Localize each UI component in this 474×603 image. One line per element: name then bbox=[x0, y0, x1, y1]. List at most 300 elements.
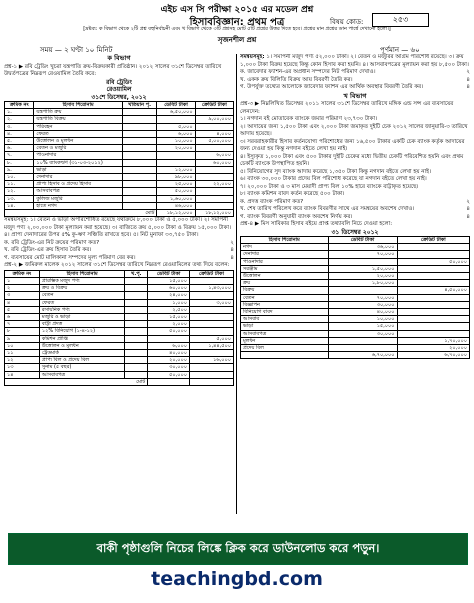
table-cell: ভাড়া bbox=[241, 323, 329, 330]
table-cell: মূলধন bbox=[241, 337, 329, 344]
table-cell bbox=[122, 159, 157, 166]
table-cell bbox=[195, 174, 233, 181]
column-header: খতিয়ান পৃ. bbox=[122, 102, 157, 109]
column-header: হিসাব শিরোনাম bbox=[241, 237, 329, 244]
table-cell: উত্তোলন bbox=[241, 273, 329, 280]
table-cell: ৬,৫০,০০০ bbox=[157, 109, 195, 116]
site-link[interactable]: teachingbd.com bbox=[151, 568, 323, 590]
table-cell: ৬০,০০০ bbox=[195, 159, 233, 166]
question-3-item: ৬। ব্যাংক ৩০,০০০ টাকার প্রদেয় বিল পরিশোধ করেছে যা নগদান বইতে লেখা হয় নাই। bbox=[240, 176, 427, 182]
table-cell bbox=[195, 195, 233, 202]
table-cell bbox=[328, 345, 397, 352]
table-cell: ১৪. bbox=[5, 202, 34, 209]
question-part bbox=[240, 214, 470, 222]
download-banner[interactable] bbox=[8, 533, 468, 565]
subject-code-label: বিষয় কোড: bbox=[330, 18, 364, 26]
table-row bbox=[5, 335, 234, 342]
table-cell bbox=[122, 181, 157, 188]
table-cell: বিজ্ঞাপন bbox=[241, 301, 329, 308]
table-row bbox=[241, 258, 470, 265]
table-cell: ৯,০০,০০০ bbox=[195, 116, 233, 123]
table-cell: প্রাপ্য হিসাব ও প্রদেয় হিসাব bbox=[34, 181, 122, 188]
table-cell: প্রদেয় বিল bbox=[241, 345, 329, 352]
table-cell: ৩ bbox=[5, 292, 40, 299]
question-3-parts bbox=[240, 199, 470, 222]
table-cell: ১৩. bbox=[5, 195, 34, 202]
question-part-text: ক. জাবেদার ফ্যাশন-এর অপ্রধান সম্পদের নিট পরিমাণ দেখাও। bbox=[240, 69, 376, 75]
table-cell: ১,৭০,০০০ bbox=[397, 337, 469, 344]
table-row bbox=[241, 301, 470, 308]
table-cell bbox=[397, 251, 469, 258]
table-cell: ২,৫০০ bbox=[148, 306, 190, 313]
table-cell: সরঞ্জাম bbox=[241, 265, 329, 272]
question-part bbox=[240, 206, 470, 214]
table-cell: পাওনাদার bbox=[241, 258, 329, 265]
table-cell: বেতন bbox=[241, 294, 329, 301]
table-cell bbox=[328, 287, 397, 294]
question-2-intro: প্রশ্ন-২ ▶ জমিরুল মালেক ২০১২ সালের ৩১শে ডিসেম্বর তারিখে নিম্নরূপ রেওয়ামিলের তথ্য দিয়ে বলেন: bbox=[4, 262, 230, 269]
instructions: [দ্রষ্টব্য: ক বিভাগ থেকে ২টি প্রশ্ন বহুনির্বাচনী এবং খ বিভাগ থেকে ৩টি প্রশ্নসহ মোট ৫টি প্রশ্নের উত্তর দিতে হবে। প্রশ্নের মান প্রশ্নের ডান পার্শ্বে দেখানো হলো।] bbox=[83, 26, 391, 32]
question-part bbox=[240, 69, 470, 77]
table-cell bbox=[125, 277, 148, 284]
question-part-mark: ৪ bbox=[230, 247, 234, 254]
table-row bbox=[5, 202, 234, 209]
table-cell: ১২,০০০ bbox=[157, 166, 195, 173]
table-cell: ৭ bbox=[5, 321, 40, 328]
table-cell bbox=[328, 337, 397, 344]
total-cell: ৬,৭০,০০০ bbox=[328, 352, 397, 359]
table-cell: হাতে নগদ bbox=[34, 202, 122, 209]
table-cell bbox=[190, 371, 234, 378]
question-4-intro: প্রশ্ন-৪ ▶ মিস সাবিকার হিসাব বইয়ে প্রাপ্ত তথ্যাবলি নিচে দেওয়া হলো: bbox=[240, 221, 393, 227]
table-cell bbox=[122, 166, 157, 173]
question-part-mark: ৪ bbox=[466, 76, 470, 83]
table-cell: ১,৫০,০০০ bbox=[328, 265, 397, 272]
total-cell: ১৮,১২,০০০ bbox=[195, 210, 233, 217]
table-row bbox=[241, 251, 470, 258]
table-cell: ৬ bbox=[5, 313, 40, 320]
table-row bbox=[241, 316, 470, 323]
column-header: ক্রেডিট টাকা bbox=[397, 237, 469, 244]
table-cell: বাট্টা প্রদত্ত bbox=[39, 321, 125, 328]
table-row bbox=[5, 130, 234, 137]
table-cell: আসবাবপত্র bbox=[39, 371, 125, 378]
table-cell: ৬,০০০ bbox=[157, 130, 195, 137]
question-3-items bbox=[240, 116, 470, 199]
table-cell: বেতন ও মজুরি bbox=[34, 145, 122, 152]
table-row bbox=[5, 357, 234, 364]
ledger-name: রবি ট্রেডিং bbox=[106, 78, 132, 86]
table-cell: ১৩ bbox=[5, 364, 40, 371]
section-title: ক বিভাগ bbox=[107, 54, 131, 62]
table-cell bbox=[190, 306, 234, 313]
table-cell: ৬,০০০ bbox=[195, 152, 233, 159]
question-3-item: ৪। ইস্যুকৃত ১,০০০ টাকা এবং ৫০০ টাকার দুইটি চেকের মধ্যে দ্বিতীয় চেকটি পরিবেশিত হয়নি এবং প্রথম চেকটি ব্যাংকে উপস্থাপিত হয়নি। bbox=[240, 153, 464, 167]
table-cell: ২৪,০০০ bbox=[148, 292, 190, 299]
table-total-row bbox=[5, 210, 234, 217]
table-cell: ২ bbox=[5, 285, 40, 292]
table-cell: ৬০,০০০ bbox=[148, 285, 190, 292]
table-cell: ৭০,০০০ bbox=[328, 251, 397, 258]
column-header: ক্রমিক নং bbox=[5, 102, 34, 109]
table-cell bbox=[190, 292, 234, 299]
table-cell: ১০ bbox=[5, 342, 40, 349]
table-cell: ৯ bbox=[5, 335, 40, 342]
table-cell: ৫,০০,০০০ bbox=[195, 138, 233, 145]
table-cell bbox=[125, 306, 148, 313]
table-cell: ১০,০০০ bbox=[328, 316, 397, 323]
table-cell bbox=[122, 116, 157, 123]
table-cell bbox=[125, 321, 148, 328]
column-header: ক্রেডিট টাকা bbox=[195, 102, 233, 109]
ledger-sub: রেওয়ামিল bbox=[106, 86, 132, 93]
column-header: ডেবিট টাকা bbox=[148, 270, 190, 277]
table-cell: ১ bbox=[5, 277, 40, 284]
table-row bbox=[241, 309, 470, 316]
question-3-intro: প্রশ্ন-৩ ▶ নিম্নলিখিত ডিসেম্বর ২০১১ সালের ৩১শে ডিসেম্বর তারিখে মঙ্গিক এন্ড সন্স এর ব্যবসায়ের লেনদেন: bbox=[240, 101, 454, 115]
table-row bbox=[241, 323, 470, 330]
table-cell: ৪,৫০,০০০ bbox=[397, 287, 469, 294]
table-row bbox=[5, 181, 234, 188]
table-cell: ৯. bbox=[5, 166, 34, 173]
table-cell: ১০. bbox=[5, 174, 34, 181]
total-cell: ৬,৭০,০০০ bbox=[397, 352, 469, 359]
table-row bbox=[5, 166, 234, 173]
column-header: ক্রেডিট টাকা bbox=[190, 270, 234, 277]
table-cell: ৫,০০০ bbox=[190, 335, 234, 342]
table-cell: নগদ bbox=[241, 244, 329, 251]
table-cell bbox=[195, 145, 233, 152]
total-cell bbox=[190, 378, 234, 385]
table-cell: ৩. bbox=[5, 123, 34, 130]
question-part bbox=[240, 199, 470, 207]
table-cell: কমিশন প্রাপ্তি bbox=[39, 335, 125, 342]
table-cell bbox=[397, 316, 469, 323]
question-part bbox=[240, 77, 470, 85]
total-cell: ১৮,১২,০০০ bbox=[157, 210, 195, 217]
section-title-b: খ বিভাগ bbox=[343, 91, 367, 100]
table-cell bbox=[125, 342, 148, 349]
table-cell: বিক্রয় bbox=[241, 287, 329, 294]
column-header: খ.পৃ. bbox=[125, 270, 148, 277]
question-part-text: ক. প্রদত্ত ব্যাংক পরিমাণ কত? bbox=[240, 198, 304, 205]
table-cell: ১১. bbox=[5, 181, 34, 188]
question-1-adjustments: সমন্বয়সমূহ: ১। বেতন ও ভাড়া অপরিশোধিত রয়েছে যথাক্রমে ৮,০০০ টাকা ও ৫,০০০ টাকা। ২। সমাপনী মজুদ পণ্য ২,০০,০০০ টাকা মূল্যায়ন করা হয়েছে। ৩। বাজিতে ক্রয় ৫,০০০ টাকা ও বিক্রয় ১৫,০০০ টাকা। ৪। প্রাপ্য দেনাদারের উপর ৫% কু-ঋণ সঞ্চিতি রাখতে হবে। ৫। নিট মুনাফা ৩৩,৭৫০ টাকা। bbox=[4, 217, 231, 239]
question-part-text: গ. উপর্যুক্ত তথ্যের আলোকে জাবেদার ফ্যাশন এর আর্থিক অবস্থার বিবরণী তৈরি কর। bbox=[240, 84, 424, 90]
table-cell: সুনাম (৫ বছর) bbox=[39, 364, 125, 371]
question-3-item: ৫। বিনিয়োগের সুদ ব্যাংক আদায় করেছে ১,৩৫০ টাকা কিন্তু নগদান বইতে লেখা হয় নাই। bbox=[240, 168, 431, 175]
table-cell: ৫,০০০ bbox=[157, 123, 195, 130]
table-cell bbox=[122, 188, 157, 195]
table-cell bbox=[122, 174, 157, 181]
question-part bbox=[4, 247, 234, 255]
adjustments-title: সমন্বয়সমূহ: bbox=[240, 54, 265, 60]
table-cell bbox=[125, 349, 148, 356]
table-cell: ১৬,০০০ bbox=[190, 357, 234, 364]
table-cell: ৭০,০০০ bbox=[328, 294, 397, 301]
table-cell bbox=[190, 321, 234, 328]
table-row bbox=[5, 277, 234, 284]
column-divider bbox=[236, 54, 237, 514]
total-cell bbox=[148, 378, 190, 385]
table-row bbox=[5, 152, 234, 159]
question-part-text: খ. রবি ট্রেডিং-এর ক্রয় হিসাব তৈরি কর। bbox=[4, 247, 92, 254]
table-cell: ১,৪৩,০০০ bbox=[190, 285, 234, 292]
column-header: হিসাব শিরোনাম bbox=[34, 102, 122, 109]
subject-code-box: ২৫৩ bbox=[372, 13, 429, 27]
table-row bbox=[5, 306, 234, 313]
table-row bbox=[5, 313, 234, 320]
table-row bbox=[5, 195, 234, 202]
table-row bbox=[5, 285, 234, 292]
table-cell: ৪০,০০০ bbox=[328, 309, 397, 316]
table-cell: ৪ bbox=[5, 299, 40, 306]
table-cell: পাওনাদার bbox=[34, 152, 122, 159]
table-cell bbox=[122, 195, 157, 202]
subject-subtitle: সৃজনশীল প্রশ্ন bbox=[217, 36, 257, 44]
table-cell bbox=[195, 166, 233, 173]
table-cell: ৫০,০০০ bbox=[148, 371, 190, 378]
table-cell bbox=[157, 159, 195, 166]
table-row bbox=[5, 174, 234, 181]
table-cell bbox=[397, 273, 469, 280]
trial-balance-table-3 bbox=[240, 236, 470, 359]
question-part-mark: ৪ bbox=[466, 206, 470, 212]
table-cell bbox=[190, 364, 234, 371]
table-total-row bbox=[5, 378, 234, 385]
column-header: ডেবিট টাকা bbox=[157, 102, 195, 109]
table-row bbox=[241, 265, 470, 272]
table-cell bbox=[122, 145, 157, 152]
question-part-mark: ৪ bbox=[466, 84, 470, 90]
table-row bbox=[5, 299, 234, 306]
question-3-item: ৭। ২০,০০০ টাকা ও ৩ মাস মেয়াদী প্রাপ্য বিল ১০% হারে ব্যাংকে বাট্টাকৃত হয়েছে। bbox=[240, 183, 419, 190]
table-cell bbox=[125, 285, 148, 292]
table-cell bbox=[397, 301, 469, 308]
table-cell: ২০,০০০ bbox=[328, 273, 397, 280]
table-cell: ৩০,০০০ bbox=[328, 301, 397, 308]
table-cell bbox=[190, 277, 234, 284]
table-cell bbox=[125, 371, 148, 378]
total-label: মোট bbox=[5, 378, 148, 385]
table-cell: ১,৪৪,৫০০ bbox=[190, 342, 234, 349]
table-cell bbox=[190, 313, 234, 320]
table-cell: ৮. bbox=[5, 159, 34, 166]
question-part bbox=[240, 84, 470, 92]
table-cell bbox=[157, 116, 195, 123]
adjustments-text: ১। সমাপনী মজুদ পণ্য ৫২,০০০ টাকা। ২। বেতন ও মজুরির অগ্রিম পরিশোধ রয়েছে। ৩। ক্রয় ১,০০০ টাকা বিক্রয় হয়েছে কিন্তু কোন হিসাব করা হয়নি। ৪। আসবাবপত্রের মূল্যায়ন করা হয় ৮,৫০০ টাকা। bbox=[240, 54, 469, 68]
adjustments-block bbox=[240, 54, 470, 69]
table-cell: ৬,০০০ bbox=[148, 342, 190, 349]
table-cell: আসবাবপত্র bbox=[34, 188, 122, 195]
table-cell: ক্রয় bbox=[241, 280, 329, 287]
question-part-text: খ. শেষ তারিখ পরিলেখ করে ব্যাংক বিবরণীর সাথে এর সমন্বয়ের অবশেষ দেখাও। bbox=[240, 206, 415, 212]
table-cell: দেনাদার bbox=[34, 174, 122, 181]
table-cell: ফেরত bbox=[39, 299, 125, 306]
table-cell: ফেরত bbox=[34, 130, 122, 137]
table-row bbox=[241, 345, 470, 352]
table-cell: ৫ bbox=[5, 306, 40, 313]
table-cell bbox=[328, 258, 397, 265]
table-row bbox=[5, 342, 234, 349]
table-cell: ক্রয় ও বিক্রয় bbox=[39, 285, 125, 292]
table-cell bbox=[125, 328, 148, 335]
table-row bbox=[5, 109, 234, 116]
table-cell: ১,০০০ bbox=[148, 299, 190, 306]
question-part-text: গ. ব্যাংক বিবরণী অনুযায়ী ব্যাংক অবশেষ নির্ণয় কর। bbox=[240, 213, 353, 220]
table-cell bbox=[125, 364, 148, 371]
table-cell bbox=[125, 313, 148, 320]
table-row bbox=[241, 294, 470, 301]
table-cell: ১০% ব্যাংকঋণ (৩১-০৩-২০১২) bbox=[34, 159, 122, 166]
column-header: ডেবিট টাকা bbox=[328, 237, 397, 244]
table-cell: প্রারম্ভিক মজুদ পণ্য bbox=[39, 277, 125, 284]
question-3-item: ১। নগদান বই মোতাবেক ব্যাংকে জমার পরিমাণ ২৩,৭৩০ টাকা। bbox=[240, 116, 378, 122]
question-part-mark: ২ bbox=[466, 198, 470, 205]
time-limit: সময় — ২ ঘণ্টা ১০ মিনিট bbox=[40, 46, 113, 54]
trial-balance-table-1 bbox=[4, 101, 234, 217]
table-cell: ১২. bbox=[5, 188, 34, 195]
table-cell: ভাড়া bbox=[34, 166, 122, 173]
table-header-row bbox=[5, 270, 234, 277]
table-cell: প্রাপ্য বিল ও প্রদেয় বিল bbox=[39, 357, 125, 364]
question-3-item: ২। আদায়ের জন্য ১,৫০০ টাকা এবং ২,০০০ টাকা জমাকৃত দুইটি চেক ২০১২ সালের জানুয়ারি-৩ তারিখে আদায় হয়েছে। bbox=[240, 123, 468, 137]
question-part-text: ক. রবি ট্রেডিং-এর নিট ক্রয়ের পরিমাণ কত? bbox=[4, 239, 100, 246]
table-row bbox=[5, 349, 234, 356]
table-header-row bbox=[241, 237, 470, 244]
table-cell bbox=[397, 323, 469, 330]
table-row bbox=[241, 337, 470, 344]
table-cell bbox=[122, 202, 157, 209]
table-cell: ১২ bbox=[5, 357, 40, 364]
table-cell: ৯৮,০০০ bbox=[157, 174, 195, 181]
table-cell: ৬. bbox=[5, 145, 34, 152]
table-cell: ৮ bbox=[5, 328, 40, 335]
question-part-mark: ২ bbox=[466, 69, 470, 75]
table-cell bbox=[397, 294, 469, 301]
question-1-intro: প্রশ্ন-১ ▶ রবি ট্রেডিং খুচরা যন্ত্রপাতি ক্রয়-বিক্রয়কারী প্রতিষ্ঠান। ২০১২ সালের ৩১শে ডিসেম্বর তারিখে উদ্বর্তপত্রের নিম্নরূপ রেওয়ামিল তৈরি করে: bbox=[4, 63, 222, 77]
question-part-mark: ৪ bbox=[230, 254, 234, 261]
table-cell: ১৫,০০০ bbox=[148, 313, 190, 320]
table-cell: কুলিজ মজুরি bbox=[34, 195, 122, 202]
question-3-item: ৩। সরবরাহকারীর হিসাব কর্তনযোগ্য পরিশোধের জন্য ১৬,৫০০ টাকার একটি চেক ব্যাংক কর্তৃক আদায়ের জন্য দেওয়া হয় কিন্তু নগদান বইতে লেখা হয় নাই। bbox=[240, 138, 465, 152]
question-part-mark: ৪ bbox=[466, 213, 470, 220]
table-cell bbox=[195, 123, 233, 130]
table-cell: দেনাদার bbox=[241, 251, 329, 258]
table-cell bbox=[125, 299, 148, 306]
table-cell bbox=[397, 309, 469, 316]
table-cell bbox=[397, 265, 469, 272]
table-cell bbox=[397, 330, 469, 337]
table-cell: ৩০,০০০ bbox=[328, 330, 397, 337]
table-row bbox=[241, 273, 470, 280]
table-cell: ২০,০০০ bbox=[157, 145, 195, 152]
table-row bbox=[5, 138, 234, 145]
table-cell: ২০,০০০ bbox=[148, 357, 190, 364]
table-cell bbox=[122, 109, 157, 116]
right-column bbox=[240, 54, 470, 517]
table-cell: ৪৬,০০০ bbox=[157, 202, 195, 209]
download-banner-text: বাকী পৃষ্ঠাগুলি নিচের লিঙ্কে ক্লিক করে ডাউনলোড করে পড়ুন। bbox=[96, 540, 380, 555]
table-cell bbox=[125, 292, 148, 299]
table-cell: ৭. bbox=[5, 152, 34, 159]
table-cell bbox=[148, 335, 190, 342]
table-cell: ৫০,০০০ bbox=[148, 328, 190, 335]
table-row bbox=[5, 292, 234, 299]
table-cell: ২. bbox=[5, 116, 34, 123]
table-cell: আসবাবপত্র bbox=[241, 330, 329, 337]
table-cell: বেতন bbox=[39, 292, 125, 299]
question-parts bbox=[240, 69, 470, 92]
table-cell: মজুরি ও ভাড়া bbox=[39, 313, 125, 320]
left-column bbox=[4, 54, 234, 517]
full-marks: পূর্ণমান — ৬০ bbox=[380, 46, 420, 54]
table-cell bbox=[195, 109, 233, 116]
question-3-item: ৮। ব্যাংক কমিশন বাবদ কর্তন করেছে ৫০০ টাকা। bbox=[240, 191, 345, 197]
table-cell bbox=[122, 123, 157, 130]
question-part-mark: ২ bbox=[230, 239, 234, 246]
table-cell: ২০,০০০ bbox=[397, 345, 469, 352]
column-header: ক্রমিক নং bbox=[5, 270, 40, 277]
table-cell bbox=[122, 138, 157, 145]
table-cell: ১২% বিনিয়োগ (১-৪-১২) bbox=[39, 328, 125, 335]
table-row bbox=[5, 371, 234, 378]
table-cell: ৪০,০০০ bbox=[148, 349, 190, 356]
table-row bbox=[241, 287, 470, 294]
table-cell: বিনিয়োগ বাবদ bbox=[241, 309, 329, 316]
table-cell bbox=[190, 349, 234, 356]
trial-balance-table-2 bbox=[4, 270, 234, 386]
table-cell: উত্তোলন ও মূলধন bbox=[34, 138, 122, 145]
table-cell bbox=[122, 152, 157, 159]
table-cell: ১,৮০,০০০ bbox=[328, 280, 397, 287]
exam-title: এইচ এস সি পরীক্ষা ২০১৫ এর মডেল প্রশ্ন bbox=[160, 5, 314, 15]
table-cell: ১৫,০০০ bbox=[148, 277, 190, 284]
table-cell bbox=[195, 202, 233, 209]
table-cell: ১০,০০০ bbox=[157, 138, 195, 145]
table-row bbox=[5, 145, 234, 152]
table-cell: ১৪ bbox=[5, 371, 40, 378]
question-1-parts bbox=[4, 240, 234, 263]
table-cell: ১,৬০,০০০ bbox=[157, 195, 195, 202]
table-cell: যন্ত্রপাতি ক্রয় bbox=[34, 109, 122, 116]
table-row bbox=[5, 188, 234, 195]
table-cell bbox=[157, 152, 195, 159]
table-cell: ২২,০০০ bbox=[195, 181, 233, 188]
question-part-text: খ. একক ক্রয় বিলিতি বিক্রয় আয় বিবরণী তৈরি কর। bbox=[240, 76, 353, 83]
table-cell: ৪. bbox=[5, 130, 34, 137]
table-cell bbox=[122, 130, 157, 137]
table-cell: ২,০০০ bbox=[148, 321, 190, 328]
ledger-date: ৩১শে ডিসেম্বর, ২০১২ bbox=[91, 93, 147, 101]
table-cell: ৪,০০০ bbox=[195, 130, 233, 137]
table-cell bbox=[397, 280, 469, 287]
table-cell: ২৫,০০০ bbox=[157, 181, 195, 188]
table-row bbox=[241, 280, 470, 287]
table-cell: ১১ bbox=[5, 349, 40, 356]
table-cell bbox=[190, 328, 234, 335]
table-row bbox=[5, 328, 234, 335]
table-cell: ১. bbox=[5, 109, 34, 116]
table-cell: ৩,০০০ bbox=[190, 299, 234, 306]
paper-title: হিসাববিজ্ঞান: প্রথম পত্র bbox=[189, 17, 285, 28]
table-cell: ৫০,০০০ bbox=[397, 258, 469, 265]
table-cell: ৩০,০০০ bbox=[148, 364, 190, 371]
table-cell: উত্তোলন ও মূলধন bbox=[39, 342, 125, 349]
table-header-row bbox=[5, 102, 234, 109]
question-part-text: গ. ব্যবসায়ের মোট মালিকানা সম্পদের মূল্য পরিমাণ বের কর। bbox=[4, 254, 136, 261]
table-row bbox=[5, 116, 234, 123]
